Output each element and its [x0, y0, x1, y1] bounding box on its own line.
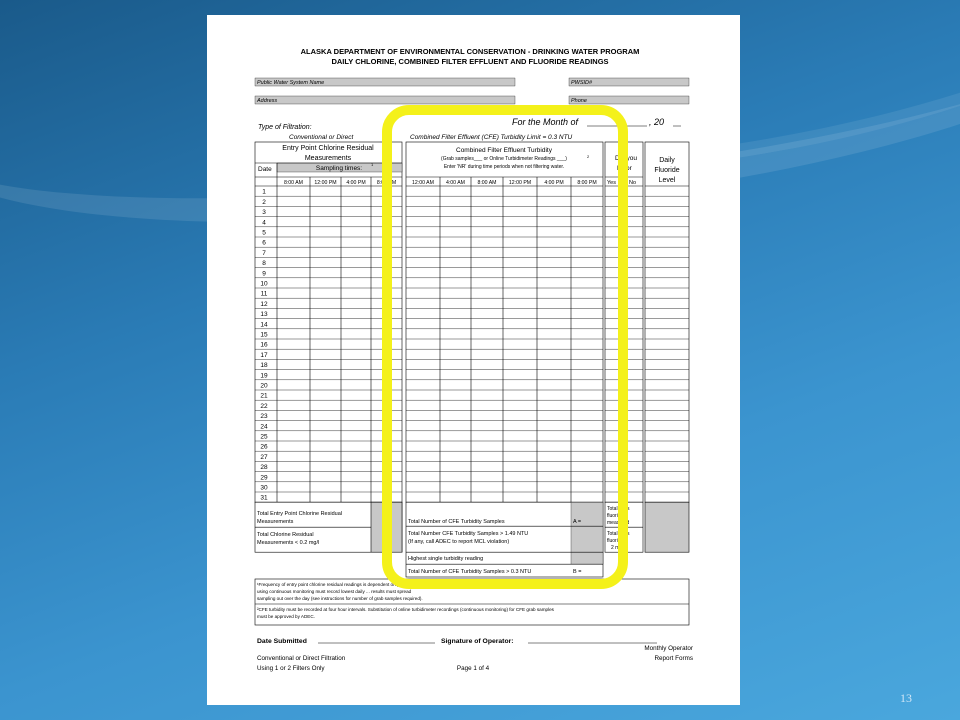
- filtration-type-label: Type of Filtration:: [258, 124, 312, 131]
- day-number-22: 22: [260, 402, 268, 410]
- cfe-time-3: 12:00 PM: [508, 180, 532, 186]
- day-number-16: 16: [260, 341, 268, 349]
- cfe-time-5: 8:00 PM: [577, 180, 597, 186]
- day-number-20: 20: [260, 382, 268, 390]
- days-fluoride-line-2: fluoride: [607, 513, 624, 520]
- signature-label: Signature of Operator:: [441, 638, 514, 645]
- footnote-1-line-3: sampling out over the day (see instructions for number of grab samples required).: [257, 596, 423, 601]
- day-number-1: 1: [262, 188, 266, 196]
- day-number-17: 17: [260, 351, 268, 359]
- footnote-1-line-2: using continuous monitoring must record lowest daily ... results must spread: [257, 589, 412, 594]
- day-number-2: 2: [262, 198, 266, 206]
- fluoride-added-header-a: Did you: [615, 155, 638, 162]
- cfe-time-1: 4:00 AM: [445, 180, 466, 186]
- fluoride-no-header: No: [629, 180, 637, 186]
- days-fluoride-high-line-1: Total days: [607, 531, 630, 538]
- day-number-4: 4: [262, 219, 266, 227]
- cfe-totals-grey-c: [571, 552, 603, 564]
- field-phone: [569, 96, 689, 104]
- total-entry-point-line-2: Measurements: [257, 519, 294, 526]
- total-entry-point-line-1: Total Entry Point Chlorine Residual: [257, 511, 342, 518]
- day-number-6: 6: [262, 239, 266, 247]
- day-number-29: 29: [260, 474, 268, 482]
- footer-right-line-1: Monthly Operator: [644, 645, 693, 652]
- cfe-totals-grey-b: [571, 526, 603, 552]
- field-address-label: Address: [257, 98, 278, 104]
- report-form: [207, 15, 740, 705]
- chlorine-time-0: 8:00 AM: [283, 180, 304, 186]
- day-number-13: 13: [260, 311, 268, 319]
- date-submitted-label: Date Submitted: [257, 638, 307, 645]
- days-fluoride-line-1: Total days: [607, 506, 630, 513]
- day-number-8: 8: [262, 260, 266, 268]
- cfe-limit-label: Combined Filter Effluent (CFE) Turbidity Limit = 0.3 NTU: [410, 134, 573, 141]
- form-title-line-1: ALASKA DEPARTMENT OF ENVIRONMENTAL CONSERVATION - DRINKING WATER PROGRAM: [300, 47, 640, 56]
- filtration-type-value: Conventional or Direct: [289, 134, 354, 141]
- day-number-15: 15: [260, 331, 268, 339]
- form-title-line-2: DAILY CHLORINE, COMBINED FILTER EFFLUENT AND FLUORIDE READINGS: [331, 57, 609, 66]
- daily-fluoride-header-1: Daily: [659, 157, 675, 164]
- footnote-mark-1: 1: [371, 162, 374, 167]
- cfe-header-line-2: (Grab samples___ or Online Turbidimeter Readings ___): [441, 156, 567, 162]
- day-number-5: 5: [262, 229, 266, 237]
- chlorine-time-2: 4:00 PM: [346, 180, 366, 186]
- label-b: B =: [573, 569, 582, 576]
- day-number-24: 24: [260, 423, 268, 431]
- field-phone-label: Phone: [571, 98, 587, 104]
- chlorine-header-line-2: Measurements: [304, 155, 352, 162]
- daily-fluoride-header-2: Fluoride: [654, 167, 680, 174]
- days-fluoride-line-3: measured: [607, 520, 630, 527]
- footnote-2-line-2: must be approved by ADEC.: [257, 614, 315, 619]
- footnote-2-line-1: ²CFE turbidity must be recorded at four hour intervals. Substitution of online turbidimeter recordings (continuous monitoring) for CFE grab samples: [257, 607, 554, 612]
- chlorine-header-line-1: Entry Point Chlorine Residual: [282, 145, 374, 152]
- day-number-14: 14: [260, 321, 268, 329]
- field-address: [255, 96, 515, 104]
- day-number-25: 25: [260, 433, 268, 441]
- daily-fluoride-header-3: Level: [658, 177, 676, 184]
- cfe-time-0: 12:00 AM: [412, 180, 434, 186]
- day-number-31: 31: [260, 494, 268, 502]
- days-fluoride-high-line-2: fluoride >: [607, 538, 628, 545]
- footnote-mark-2: 2: [587, 154, 590, 159]
- day-number-19: 19: [260, 372, 268, 380]
- slide-number: 13: [900, 691, 912, 705]
- field-pwsid-label: PWSID#: [571, 80, 593, 86]
- chlorine-time-3: 8:00 PM: [376, 180, 397, 186]
- field-pws-name-label: Public Water System Name: [257, 80, 325, 86]
- day-number-9: 9: [262, 270, 266, 278]
- day-number-18: 18: [260, 362, 268, 370]
- date-column-header: Date: [258, 166, 272, 173]
- day-number-11: 11: [260, 290, 268, 298]
- cfe-header-line-3: Enter 'NR' during time periods when not filtering water.: [443, 164, 565, 170]
- total-cfe-samples: Total Number of CFE Turbidity Samples: [408, 519, 505, 526]
- footer-left-line-1: Conventional or Direct Filtration: [257, 655, 346, 662]
- cfe-time-4: 4:00 PM: [544, 180, 564, 186]
- fluoride-yes-header: Yes: [607, 180, 616, 186]
- day-number-30: 30: [260, 484, 268, 492]
- cfe-header-line-1: Combined Filter Effluent Turbidity: [456, 147, 552, 154]
- daily-fluoride-totals-grey: [645, 502, 689, 552]
- day-number-7: 7: [262, 249, 266, 257]
- total-cfe-high-line-2: (If any, call ADEC to report MCL violation): [408, 539, 510, 546]
- day-number-12: 12: [260, 300, 268, 308]
- day-number-27: 27: [260, 453, 268, 461]
- month-label: For the Month of: [512, 117, 579, 127]
- total-chlorine-low-line-2: Measurements < 0.2 mg/l: [257, 540, 320, 547]
- day-number-26: 26: [260, 443, 268, 451]
- footer-right-line-2: Report Forms: [654, 655, 693, 662]
- day-number-28: 28: [260, 464, 268, 472]
- footer-left-line-2: Using 1 or 2 Filters Only: [257, 665, 325, 672]
- day-number-3: 3: [262, 209, 266, 217]
- label-a: A =: [573, 519, 582, 526]
- fluoride-added-header-b: Fluor: [617, 165, 632, 172]
- day-number-23: 23: [260, 413, 268, 421]
- total-cfe-over-03: Total Number of CFE Turbidity Samples > 0.3 NTU: [408, 569, 532, 576]
- year-label: , 20: [649, 117, 665, 127]
- form-page: [207, 15, 740, 705]
- sampling-times-header: Sampling times:: [315, 165, 363, 172]
- total-chlorine-low-line-1: Total Chlorine Residual: [257, 532, 314, 539]
- day-number-10: 10: [260, 280, 268, 288]
- footnote-1-line-1: ¹Frequency of entry point chlorine residual readings is dependent on population. Systems serving more than 3,300 ... per day and all others: [257, 582, 540, 587]
- days-fluoride-high-line-3: 2 mg/l: [611, 545, 625, 552]
- total-cfe-high-line-1: Total Number CFE Turbidity Samples > 1.49 NTU: [408, 531, 529, 538]
- day-number-21: 21: [260, 392, 268, 400]
- chlorine-time-1: 12:00 PM: [314, 180, 337, 186]
- footer-page-number: Page 1 of 4: [456, 665, 490, 672]
- highest-turbidity: Highest single turbidity reading: [408, 556, 484, 563]
- cfe-time-2: 8:00 AM: [477, 180, 497, 186]
